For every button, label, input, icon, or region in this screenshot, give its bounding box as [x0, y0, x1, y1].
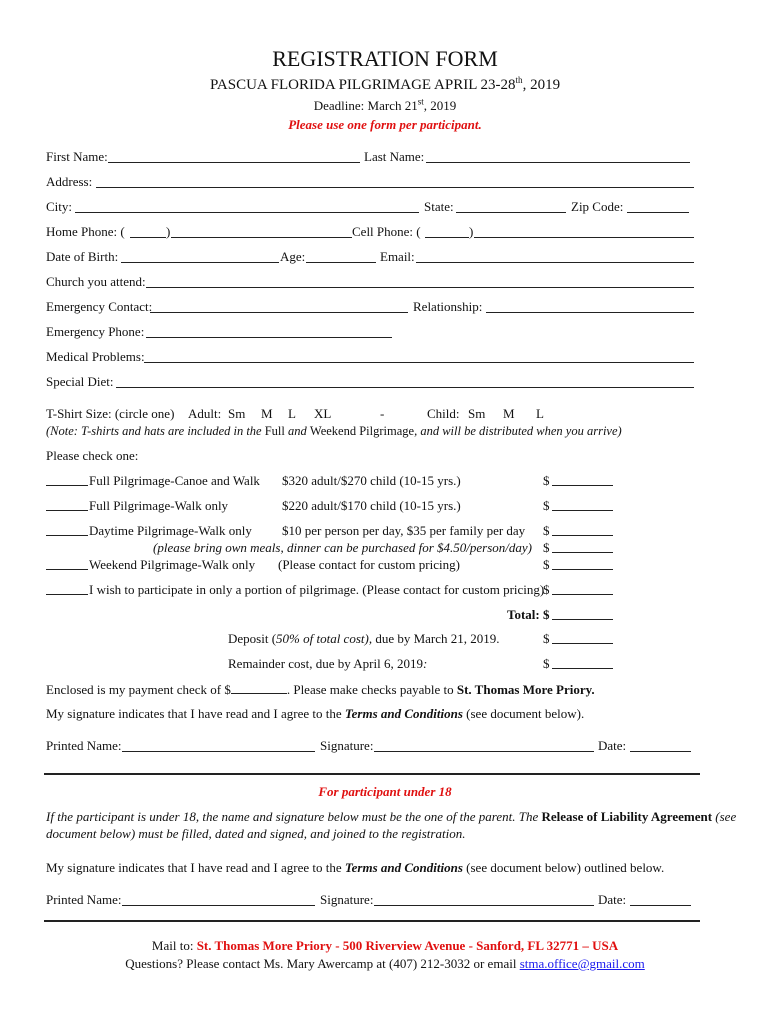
option-price-daytime: $10 per person per day, $35 per family per day [282, 523, 526, 538]
option-price-weekend: (Please contact for custom pricing) [278, 557, 460, 572]
remainder-field[interactable] [552, 668, 613, 669]
emergency-contact-field[interactable] [150, 312, 408, 313]
option-checkbox-portion[interactable] [46, 594, 88, 595]
tshirt-child-sm[interactable]: Sm [468, 406, 486, 421]
deposit-label: Deposit (50% of total cost), due by March 21, 2019. [228, 631, 500, 646]
email-field[interactable] [416, 262, 694, 263]
church-field[interactable] [146, 287, 694, 288]
minor-paragraph-line2: document below) must be filled, dated and signed, and joined to the registration. [46, 826, 466, 841]
signature-label: Signature: [320, 738, 374, 753]
mail-address: St. Thomas More Priory - 500 Riverview Avenue - Sanford, FL 32771 – USA [196, 938, 619, 953]
tshirt-adult-sm[interactable]: Sm [228, 406, 246, 421]
footer-divider [44, 920, 700, 922]
tshirt-adult-l[interactable]: L [288, 406, 296, 421]
cell-phone-field[interactable] [474, 237, 694, 238]
option-amount-field-portion[interactable] [552, 594, 613, 595]
diet-label: Special Diet: [46, 374, 114, 389]
option-amount-meals: $ [543, 540, 550, 555]
signature-field[interactable] [374, 751, 594, 752]
parent-date-field[interactable] [630, 905, 691, 906]
tshirt-child-l[interactable]: L [536, 406, 544, 421]
option-amount-full-walk: $ [543, 498, 550, 513]
option-label-daytime: Daytime Pilgrimage-Walk only [89, 523, 252, 538]
cell-phone-area-code[interactable] [425, 237, 469, 238]
total-field[interactable] [552, 619, 613, 620]
option-price-full-walk: $220 adult/$170 child (10-15 yrs.) [282, 498, 461, 513]
city-field[interactable] [75, 212, 419, 213]
tshirt-adult-xl[interactable]: XL [314, 406, 332, 421]
option-amount-daytime: $ [543, 523, 550, 538]
last-name-label: Last Name: [364, 149, 425, 164]
remainder-label: Remainder cost, due by April 6, 2019: [228, 656, 428, 671]
last-name-field[interactable] [426, 162, 690, 163]
tshirt-adult-m[interactable]: M [261, 406, 273, 421]
mail-to: Mail to: St. Thomas More Priory - 500 Riverview Avenue - Sanford, FL 32771 – USA [151, 938, 619, 953]
dob-field[interactable] [121, 262, 279, 263]
medical-field[interactable] [144, 362, 694, 363]
option-price-full-canoe: $320 adult/$270 child (10-15 yrs.) [282, 473, 461, 488]
option-checkbox-full-canoe[interactable] [46, 485, 88, 486]
date-field[interactable] [630, 751, 691, 752]
minor-paragraph-line1: If the participant is under 18, the name and signature below must be the one of the parent. The Release of Liability Agreement (see [46, 809, 737, 824]
state-label: State: [424, 199, 454, 214]
option-checkbox-weekend[interactable] [46, 569, 88, 570]
first-name-label: First Name: [46, 149, 108, 164]
option-amount-field-full-canoe[interactable] [552, 485, 613, 486]
questions-line: Questions? Please contact Ms. Mary Awercamp at (407) 212-3032 or email stma.office@gmail.com [125, 956, 645, 971]
state-field[interactable] [456, 212, 566, 213]
home-phone-field[interactable] [171, 237, 352, 238]
option-amount-portion: $ [543, 582, 550, 597]
section-divider [44, 773, 700, 775]
option-meals-note: (please bring own meals, dinner can be purchased for $4.50/person/day) [153, 540, 532, 555]
parent-signature-label: Signature: [320, 892, 374, 907]
date-label: Date: [598, 738, 627, 753]
dob-label: Date of Birth: [46, 249, 119, 264]
parent-printed-name-label: Printed Name: [46, 892, 122, 907]
relationship-label: Relationship: [413, 299, 483, 314]
relationship-field[interactable] [486, 312, 694, 313]
email-label: Email: [380, 249, 415, 264]
option-amount-field-meals[interactable] [552, 552, 613, 553]
option-amount-field-weekend[interactable] [552, 569, 613, 570]
instruction-note: Please use one form per participant. [288, 117, 482, 132]
payment-line: Enclosed is my payment check of $ . Please make checks payable to St. Thomas More Priory. [46, 682, 595, 697]
medical-label: Medical Problems: [46, 349, 145, 364]
church-label: Church you attend: [46, 274, 146, 289]
minor-agreement-text: My signature indicates that I have read and I agree to the Terms and Conditions (see document below) outlined below. [46, 860, 665, 875]
printed-name-field[interactable] [122, 751, 315, 752]
parent-date-label: Date: [598, 892, 627, 907]
emergency-phone-label: Emergency Phone: [46, 324, 145, 339]
home-phone-label: Home Phone: ( [46, 224, 125, 239]
options-heading: Please check one: [46, 448, 139, 463]
total-label: Total: $ [507, 607, 550, 622]
zip-label: Zip Code: [571, 199, 624, 214]
option-amount-field-daytime[interactable] [552, 535, 613, 536]
diet-field[interactable] [116, 387, 694, 388]
parent-signature-field[interactable] [374, 905, 594, 906]
tshirt-adult-label: Adult: [188, 406, 222, 421]
zip-field[interactable] [627, 212, 689, 213]
address-field[interactable] [96, 187, 694, 188]
option-amount-weekend: $ [543, 557, 550, 572]
option-checkbox-full-walk[interactable] [46, 510, 88, 511]
printed-name-label: Printed Name: [46, 738, 122, 753]
home-phone-area-code[interactable] [130, 237, 166, 238]
option-label-weekend: Weekend Pilgrimage-Walk only [89, 557, 256, 572]
option-checkbox-daytime[interactable] [46, 535, 88, 536]
option-label-full-canoe: Full Pilgrimage-Canoe and Walk [89, 473, 260, 488]
agreement-text: My signature indicates that I have read and I agree to the Terms and Conditions (see document below). [46, 706, 585, 721]
minor-heading: For participant under 18 [318, 784, 452, 799]
emergency-contact-label: Emergency Contact: [46, 299, 153, 314]
tshirt-note: (Note: T-shirts and hats are included in the Full and Weekend Pilgrimage, and will be distributed when you arrive) [46, 424, 622, 438]
payee-name: St. Thomas More Priory. [456, 682, 595, 697]
payment-amount-field[interactable] [231, 681, 287, 694]
address-label: Address: [46, 174, 93, 189]
contact-email-link[interactable]: stma.office@gmail.com [519, 956, 645, 971]
deposit-field[interactable] [552, 643, 613, 644]
option-label-portion: I wish to participate in only a portion of pilgrimage. (Please contact for custom pricing) [89, 582, 545, 597]
option-amount-full-canoe: $ [543, 473, 550, 488]
cell-phone-label: Cell Phone: ( [352, 224, 421, 239]
cell-phone-paren: ) [469, 224, 474, 239]
form-title: REGISTRATION FORM [272, 46, 498, 71]
emergency-phone-field[interactable] [146, 337, 392, 338]
remainder-amount: $ [543, 656, 550, 671]
tshirt-label: T-Shirt Size: (circle one) [46, 406, 175, 421]
tshirt-separator: - [380, 406, 385, 421]
tshirt-child-label: Child: [427, 406, 460, 421]
tshirt-child-m[interactable]: M [503, 406, 515, 421]
option-label-full-walk: Full Pilgrimage-Walk only [89, 498, 229, 513]
option-amount-field-full-walk[interactable] [552, 510, 613, 511]
age-label: Age: [280, 249, 306, 264]
deposit-amount: $ [543, 631, 550, 646]
age-field[interactable] [306, 262, 376, 263]
deadline: Deadline: March 21st, 2019 [313, 96, 457, 113]
parent-printed-name-field[interactable] [122, 905, 315, 906]
first-name-field[interactable] [108, 162, 360, 163]
event-subtitle: PASCUA FLORIDA PILGRIMAGE APRIL 23-28th, 2019 [209, 75, 561, 93]
city-label: City: [46, 199, 73, 214]
home-phone-paren: ) [166, 224, 171, 239]
